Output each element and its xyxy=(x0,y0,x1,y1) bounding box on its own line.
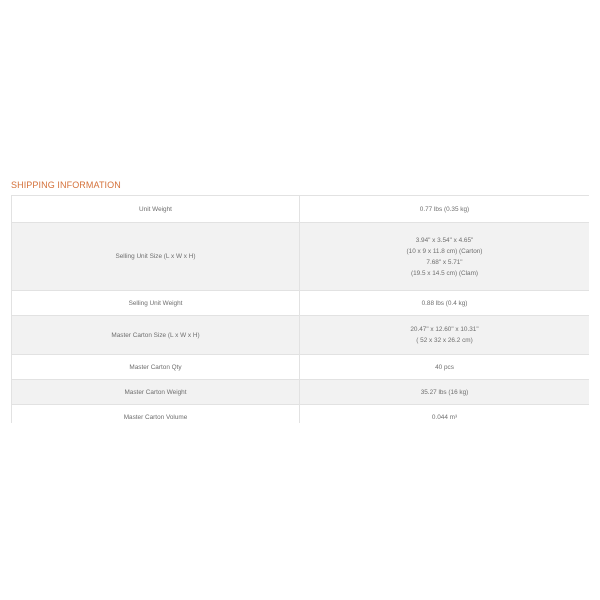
shipping-table-container xyxy=(11,195,589,423)
row-label: Selling Unit Size (L x W x H) xyxy=(12,223,300,291)
value-line: (19.5 x 14.5 cm) (Clam) xyxy=(410,269,479,277)
value-line: 0.88 lbs (0.4 kg) xyxy=(421,299,468,307)
row-label: Master Carton Qty xyxy=(12,355,300,380)
value-line: ( 52 x 32 x 26.2 cm) xyxy=(416,337,473,344)
shipping-info-table xyxy=(11,195,589,423)
row-value xyxy=(300,316,590,355)
row-label: Unit Weight xyxy=(12,196,300,223)
row-value xyxy=(300,223,590,291)
table-row-selling-unit-size xyxy=(12,223,590,291)
row-label: Master Carton Size (L x W x H) xyxy=(12,316,300,355)
table-row-unit-weight xyxy=(12,196,590,223)
table-row-master-carton-weight xyxy=(12,380,590,405)
value-line: 35.27 lbs (16 kg) xyxy=(420,388,469,396)
table-row-master-carton-volume xyxy=(12,405,590,424)
row-value xyxy=(300,380,590,405)
row-value xyxy=(300,291,590,316)
row-value xyxy=(300,405,590,424)
table-row-master-carton-size xyxy=(12,316,590,355)
table-row-master-carton-qty xyxy=(12,355,590,380)
value-line: 40 pcs xyxy=(435,363,454,371)
value-line: 0.77 lbs (0.35 kg) xyxy=(419,205,470,213)
row-value xyxy=(300,355,590,380)
value-line: (10 x 9 x 11.8 cm) (Carton) xyxy=(406,247,483,255)
row-value xyxy=(300,196,590,223)
value-line: 20.47" x 12.60" x 10.31" xyxy=(410,326,479,333)
row-label: Master Carton Volume xyxy=(12,405,300,424)
row-label: Master Carton Weight xyxy=(12,380,300,405)
row-label: Selling Unit Weight xyxy=(12,291,300,316)
section-title: SHIPPING INFORMATION xyxy=(11,180,121,190)
value-line: 7.68" x 5.71" xyxy=(426,258,463,266)
value-line: 3.94" x 3.54" x 4.65" xyxy=(415,236,474,244)
value-line: 0.044 m³ xyxy=(431,413,458,421)
table-row-selling-unit-weight xyxy=(12,291,590,316)
